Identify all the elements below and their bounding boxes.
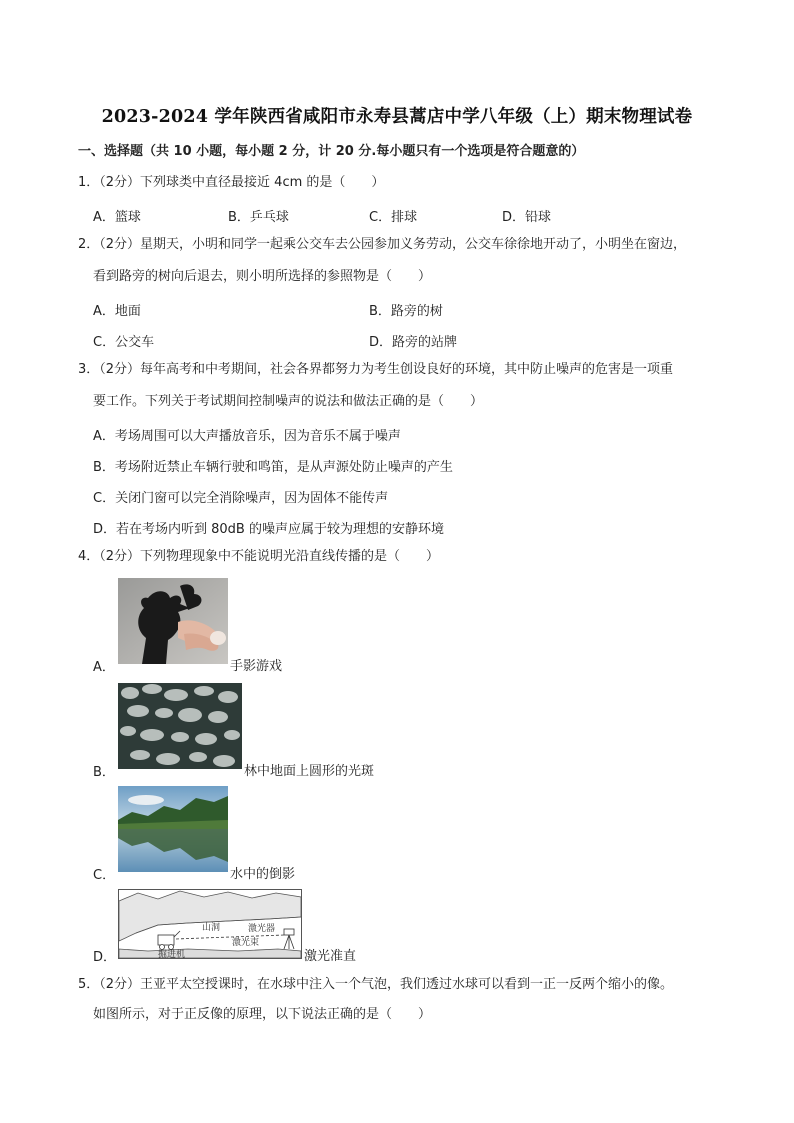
q4-option-a-letter[interactable]: A．	[93, 660, 115, 675]
water-reflection-image	[118, 786, 228, 872]
diagram-label-laser: 激光器	[248, 924, 276, 934]
hand-shadow-image	[118, 578, 228, 664]
q1-option-c[interactable]: C．排球	[369, 210, 418, 225]
q3-option-c[interactable]: C．关闭门窗可以完全消除噪声，因为固体不能传声	[93, 491, 389, 506]
question-3-stem-line-2: 要工作。下列关于考试期间控制噪声的说法和做法正确的是（ ）	[93, 394, 484, 409]
q2-option-c[interactable]: C．公交车	[93, 335, 155, 350]
q2-option-b[interactable]: B．路旁的树	[369, 304, 443, 319]
q3-option-a[interactable]: A．考场周围可以大声播放音乐，因为音乐不属于噪声	[93, 429, 401, 444]
q2-option-a[interactable]: A．地面	[93, 304, 141, 319]
section-heading: 一、选择题（共 10 小题，每小题 2 分，计 20 分.每小题只有一个选项是符合题意的）	[78, 144, 585, 159]
q1-option-a[interactable]: A．篮球	[93, 210, 141, 225]
question-1-stem: 1．（2分）下列球类中直径最接近 4cm 的是（ ）	[78, 175, 385, 190]
light-spots-image	[118, 683, 242, 769]
question-2-stem-line-2: 看到路旁的树向后退去，则小明所选择的参照物是（ ）	[93, 269, 432, 284]
question-4-stem: 4．（2分）下列物理现象中不能说明光沿直线传播的是（ ）	[78, 549, 440, 564]
q4-option-c-letter[interactable]: C．	[93, 868, 116, 883]
q3-option-b[interactable]: B．考场附近禁止车辆行驶和鸣笛，是从声源处防止噪声的产生	[93, 460, 453, 475]
q4-option-b-letter[interactable]: B．	[93, 765, 115, 780]
q4-option-b-caption: 林中地面上圆形的光斑	[244, 764, 375, 779]
question-3-stem-line-1: 3．（2分）每年高考和中考期间，社会各界都努力为考生创设良好的环境，其中防止噪声的危害是一项重	[78, 362, 674, 377]
diagram-label-beam: 激光束	[232, 938, 260, 948]
q4-option-a-caption: 手影游戏	[230, 659, 283, 674]
q4-option-d-letter[interactable]: D．	[93, 950, 117, 965]
question-5-stem-line-2: 如图所示，对于正反像的原理，以下说法正确的是（ ）	[93, 1007, 432, 1022]
q2-option-d[interactable]: D．路旁的站牌	[369, 335, 458, 350]
question-5-stem-line-1: 5．（2分）王亚平太空授课时，在水球中注入一个气泡，我们透过水球可以看到一正一反两个缩小的像。	[78, 977, 674, 992]
q1-option-d[interactable]: D．铅球	[502, 210, 552, 225]
q1-option-b[interactable]: B．乒乓球	[228, 210, 289, 225]
laser-tunnel-diagram	[118, 889, 302, 959]
q3-option-d[interactable]: D．若在考场内听到 80dB 的噪声应属于较为理想的安静环境	[93, 522, 444, 537]
question-2-stem-line-1: 2．（2分）星期天，小明和同学一起乘公交车去公园参加义务劳动，公交车徐徐地开动了，小明坐在窗边，	[78, 237, 687, 252]
diagram-label-cave: 山洞	[202, 923, 221, 933]
page-title: 2023-2024 学年陕西省咸阳市永寿县蒿店中学八年级（上）期末物理试卷	[101, 107, 693, 127]
diagram-label-machine: 掘进机	[158, 950, 186, 959]
q4-option-c-caption: 水中的倒影	[230, 867, 296, 882]
q4-option-d-caption: 激光准直	[304, 949, 357, 964]
